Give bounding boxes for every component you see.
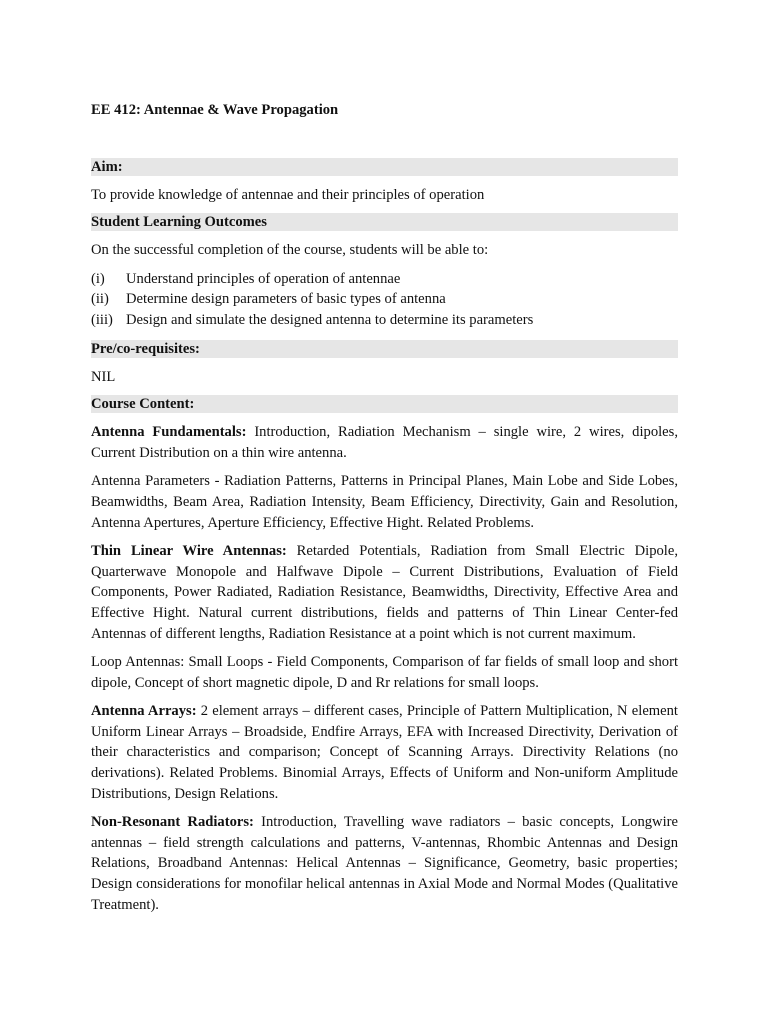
outcomes-intro: On the successful completion of the course, students will be able to: xyxy=(91,242,489,259)
list-item xyxy=(91,289,678,310)
fundamentals-text: Introduction, Radiation Mechanism – single wire, 2 wires, dipoles, Current Distribution on a thin wire antenna. xyxy=(91,424,678,461)
parameters-paragraph: Antenna Parameters - Radiation Patterns, Patterns in Principal Planes, Main Lobe and Side Lobes, Beamwidths, Beam Area, Radiation Intensity, Beam Efficiency, Directivity, Gain and Resolution, Antenna Apertures, Aperture Efficiency, Effective Hight. Related Problems. xyxy=(91,473,678,531)
course-title: EE 412: Antennae & Wave Propagation xyxy=(91,102,339,118)
thin-linear-text: Retarded Potentials, Radiation from Small Electric Dipole, Quarterwave Monopole and Halfwave Dipole – Current Distributions, Evaluation of Field Components, Power Radiated, Radiation Resistance, Beamwidths, Directivity, Effective Area and Effective Hight. Natural current distributions, fields and patterns of Thin Linear Center-fed Antennas of different lengths, Radiation Resistance at a point which is not current maximum. xyxy=(91,543,678,642)
loop-paragraph: Loop Antennas: Small Loops - Field Components, Comparison of far fields of small loop and short dipole, Concept of short magnetic dipole, D and Rr relations for small loops. xyxy=(91,654,678,691)
list-item-text: Determine design parameters of basic types of antenna xyxy=(126,291,446,308)
list-item-number: (i) xyxy=(91,270,105,287)
non-resonant-text: Introduction, Travelling wave radiators – basic concepts, Longwire antennas – field strength calculations and patterns, V-antennas, Rhombic Antennas and Design Relations, Broadband Antennas: Helical Antennas – Significance, Geometry, basic properties; Design considerations for monofilar helical antennas in Axial Mode and Normal Modes (Qualitative Treatment). xyxy=(91,814,678,913)
fundamentals-paragraph xyxy=(91,422,678,463)
list-item xyxy=(91,310,678,331)
list-item-text: Design and simulate the designed antenna to determine its parameters xyxy=(126,311,534,328)
arrays-label: Antenna Arrays: xyxy=(91,703,197,720)
thin-linear-paragraph xyxy=(91,541,678,644)
content-heading: Course Content: xyxy=(91,395,678,413)
non-resonant-label: Non-Resonant Radiators: xyxy=(91,814,254,831)
arrays-paragraph xyxy=(91,701,678,804)
list-item xyxy=(91,269,678,290)
arrays-text: 2 element arrays – different cases, Principle of Pattern Multiplication, N element Uniform Linear Arrays – Broadside, Endfire Arrays, EFA with Increased Directivity, Derivation of their characteristics and comparison; Concept of Scanning Arrays. Directivity Relations (no derivations). Related Problems. Binomial Arrays, Effects of Uniform and Non-uniform Amplitude Distributions, Design Relations. xyxy=(91,703,678,802)
outcomes-heading: Student Learning Outcomes xyxy=(91,213,678,231)
document-body xyxy=(91,100,678,923)
aim-text: To provide knowledge of antennae and their principles of operation xyxy=(91,186,485,203)
non-resonant-paragraph xyxy=(91,812,678,915)
list-item-text: Understand principles of operation of antennae xyxy=(126,270,401,287)
thin-linear-label: Thin Linear Wire Antennas: xyxy=(91,543,287,560)
list-item-number: (iii) xyxy=(91,311,113,328)
fundamentals-label: Antenna Fundamentals: xyxy=(91,424,247,441)
prereq-text: NIL xyxy=(91,368,116,385)
outcomes-list xyxy=(91,269,678,331)
prereq-heading: Pre/co-requisites: xyxy=(91,340,678,358)
aim-heading: Aim: xyxy=(91,158,678,176)
list-item-number: (ii) xyxy=(91,291,109,308)
